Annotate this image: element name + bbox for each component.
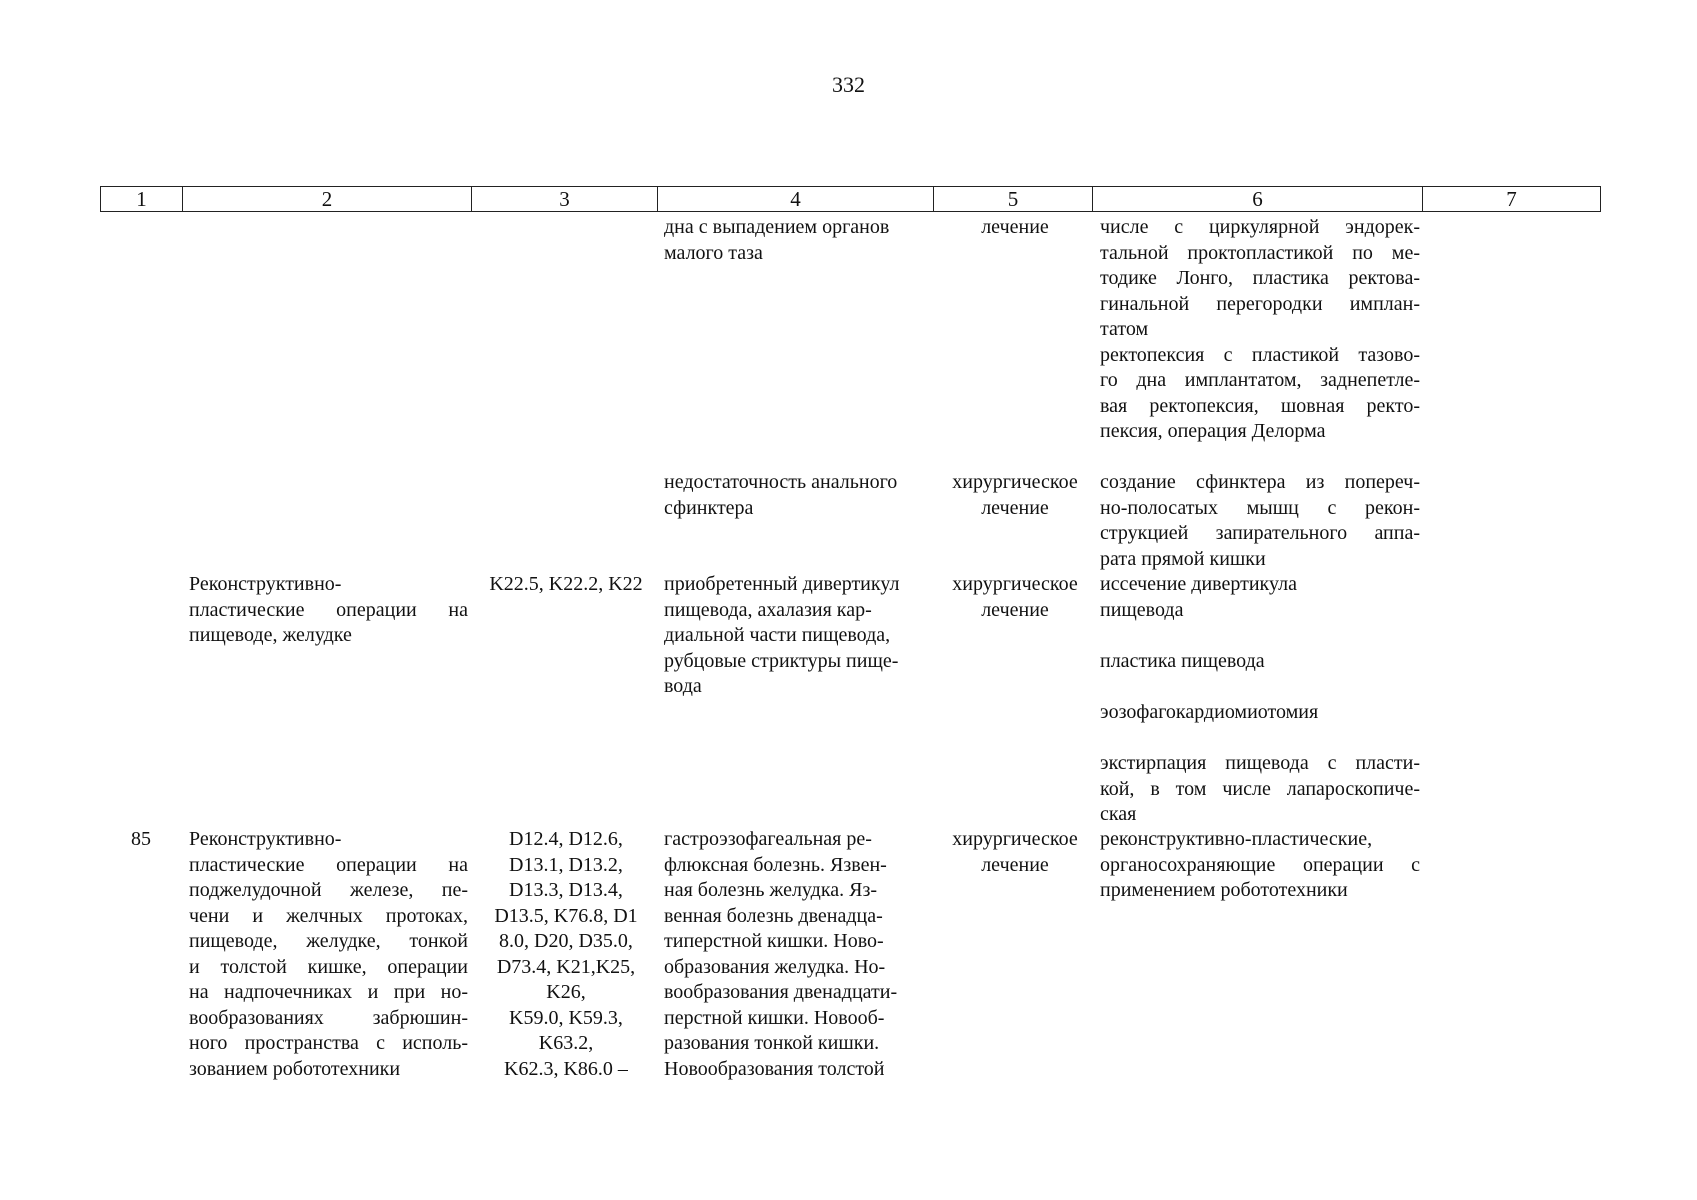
row-number [100,827,182,853]
text-line: K26, [546,981,586,1003]
text-line: лечение [981,598,1049,621]
text-line: вода [664,675,702,697]
text-line: K63.2, [538,1032,594,1054]
text-line: Реконструктивно- [189,828,342,850]
text-line: экстирпация пищевода с пласти- [1100,752,1420,774]
text-line: D13.5, K76.8, D1 [494,904,638,927]
diagnosis-text [664,470,930,521]
column-header-table [100,186,1601,212]
text-line: дна с выпадением органов [664,216,890,238]
text-line: но-полосатых мышц с рекон- [1100,496,1420,519]
text-line: поджелудочной железе, пе- [189,879,468,901]
text-line: хирургическое [952,573,1078,595]
method-text [1100,470,1420,572]
text-line: пластические операции на [189,853,468,876]
text-line: пищеводе, желудке, тонкой [189,930,468,952]
text-line: вообразованиях забрюшин- [189,1006,468,1029]
text-line: пищевода [1100,598,1184,621]
column-header-5: 5 [934,187,1093,212]
text-line: пищевода, ахалазия кар- [664,598,872,621]
column-header-6: 6 [1093,187,1423,212]
text-line: Новообразования толстой [664,1057,885,1080]
text-line: 85 [131,828,151,850]
icd-codes [478,827,654,1082]
method-text [1100,751,1420,828]
text-line: кой, в том числе лапароскопиче- [1100,777,1420,800]
text-line: D73.4, K21,K25, [496,955,636,978]
text-line: гинальной перегородки имплан- [1100,292,1420,315]
icd-codes [478,572,654,598]
method-text [1100,649,1420,675]
text-line: венная болезнь двенадца- [664,904,883,927]
text-line: сфинктера [664,496,754,519]
text-line: Реконструктивно- [189,573,342,595]
treatment-type-text [940,470,1090,521]
text-line: ректопексия с пластикой тазово- [1100,343,1420,366]
text-line: органосохраняющие операции с [1100,853,1420,876]
text-line: лечение [981,496,1049,519]
text-line: диальной части пищевода, [664,624,891,646]
text-line: иссечение дивертикула [1100,573,1297,595]
column-header-7: 7 [1423,187,1601,212]
text-line: пищеводе, желудке [189,624,352,646]
diagnosis-text [664,827,930,1082]
method-text [1100,827,1420,904]
text-line: лечение [981,216,1049,238]
text-line: D12.4, D12.6, [509,828,623,850]
text-line: приобретенный дивертикул [664,573,900,595]
method-text [1100,700,1420,726]
text-line: D13.3, D13.4, [509,879,623,901]
text-line: гастроэзофагеальная ре- [664,828,872,850]
text-line: 8.0, D20, D35.0, [499,930,633,952]
method-text [1100,572,1420,623]
column-header-1: 1 [101,187,183,212]
column-header-3: 3 [472,187,658,212]
text-line: рубцовые стриктуры пище- [664,649,899,672]
text-line: эозофагокардиомиотомия [1100,701,1319,723]
text-line: хирургическое [952,471,1078,493]
text-line: ного пространства с исполь- [189,1032,468,1054]
text-line: недостаточность анального [664,471,898,493]
text-line: перстной кишки. Новооб- [664,1006,885,1029]
text-line: вая ректопексия, шовная ректо- [1100,394,1420,417]
text-line: хирургическое [952,828,1078,850]
treatment-type-text [940,215,1090,241]
text-line: применением робототехники [1100,879,1348,901]
text-line: го дна имплантатом, заднепетле- [1100,369,1420,391]
text-line: пластические операции на [189,598,468,621]
operation-group-name [189,827,468,1082]
text-line: вообразования двенадцати- [664,981,898,1003]
text-line: тодике Лонго, пластика ректова- [1100,267,1420,289]
treatment-type-text [940,572,1090,623]
text-line: пексия, операция Делорма [1100,420,1326,442]
text-line: малого таза [664,241,763,264]
text-line: K59.0, K59.3, [509,1006,623,1029]
operation-group-name [189,572,468,649]
diagnosis-text [664,215,930,266]
text-line: создание сфинктера из попереч- [1100,471,1420,493]
text-line: K62.3, K86.0 – [504,1057,628,1080]
text-line: зованием робототехники [189,1057,401,1080]
text-line: ская [1100,803,1137,825]
text-line: образования желудка. Но- [664,955,886,978]
column-header-2: 2 [183,187,472,212]
diagnosis-text [664,572,930,700]
text-line: на надпочечниках и при но- [189,981,468,1003]
text-line: ная болезнь желудка. Яз- [664,879,878,901]
text-line: K22.5, K22.2, K22 [489,573,643,595]
text-line: числе с циркулярной эндорек- [1100,216,1420,238]
text-line: лечение [981,853,1049,876]
text-line: D13.1, D13.2, [509,853,623,876]
text-line: чени и желчных протоках, [189,904,468,927]
text-line: флюксная болезнь. Язвен- [664,853,887,876]
text-line: пластика пищевода [1100,650,1265,672]
text-line: тальной проктопластикой по ме- [1100,241,1420,264]
text-line: и толстой кишке, операции [189,955,468,978]
treatment-type-text [940,827,1090,878]
text-line: рата прямой кишки [1100,547,1266,570]
text-line: разования тонкой кишки. [664,1032,880,1054]
column-header-4: 4 [658,187,934,212]
page-number: 332 [832,72,865,97]
text-line: типерстной кишки. Ново- [664,930,884,952]
text-line: струкцией запирательного аппа- [1100,522,1420,544]
text-line: реконструктивно-пластические, [1100,828,1373,850]
method-text [1100,215,1420,445]
text-line: татом [1100,318,1149,340]
